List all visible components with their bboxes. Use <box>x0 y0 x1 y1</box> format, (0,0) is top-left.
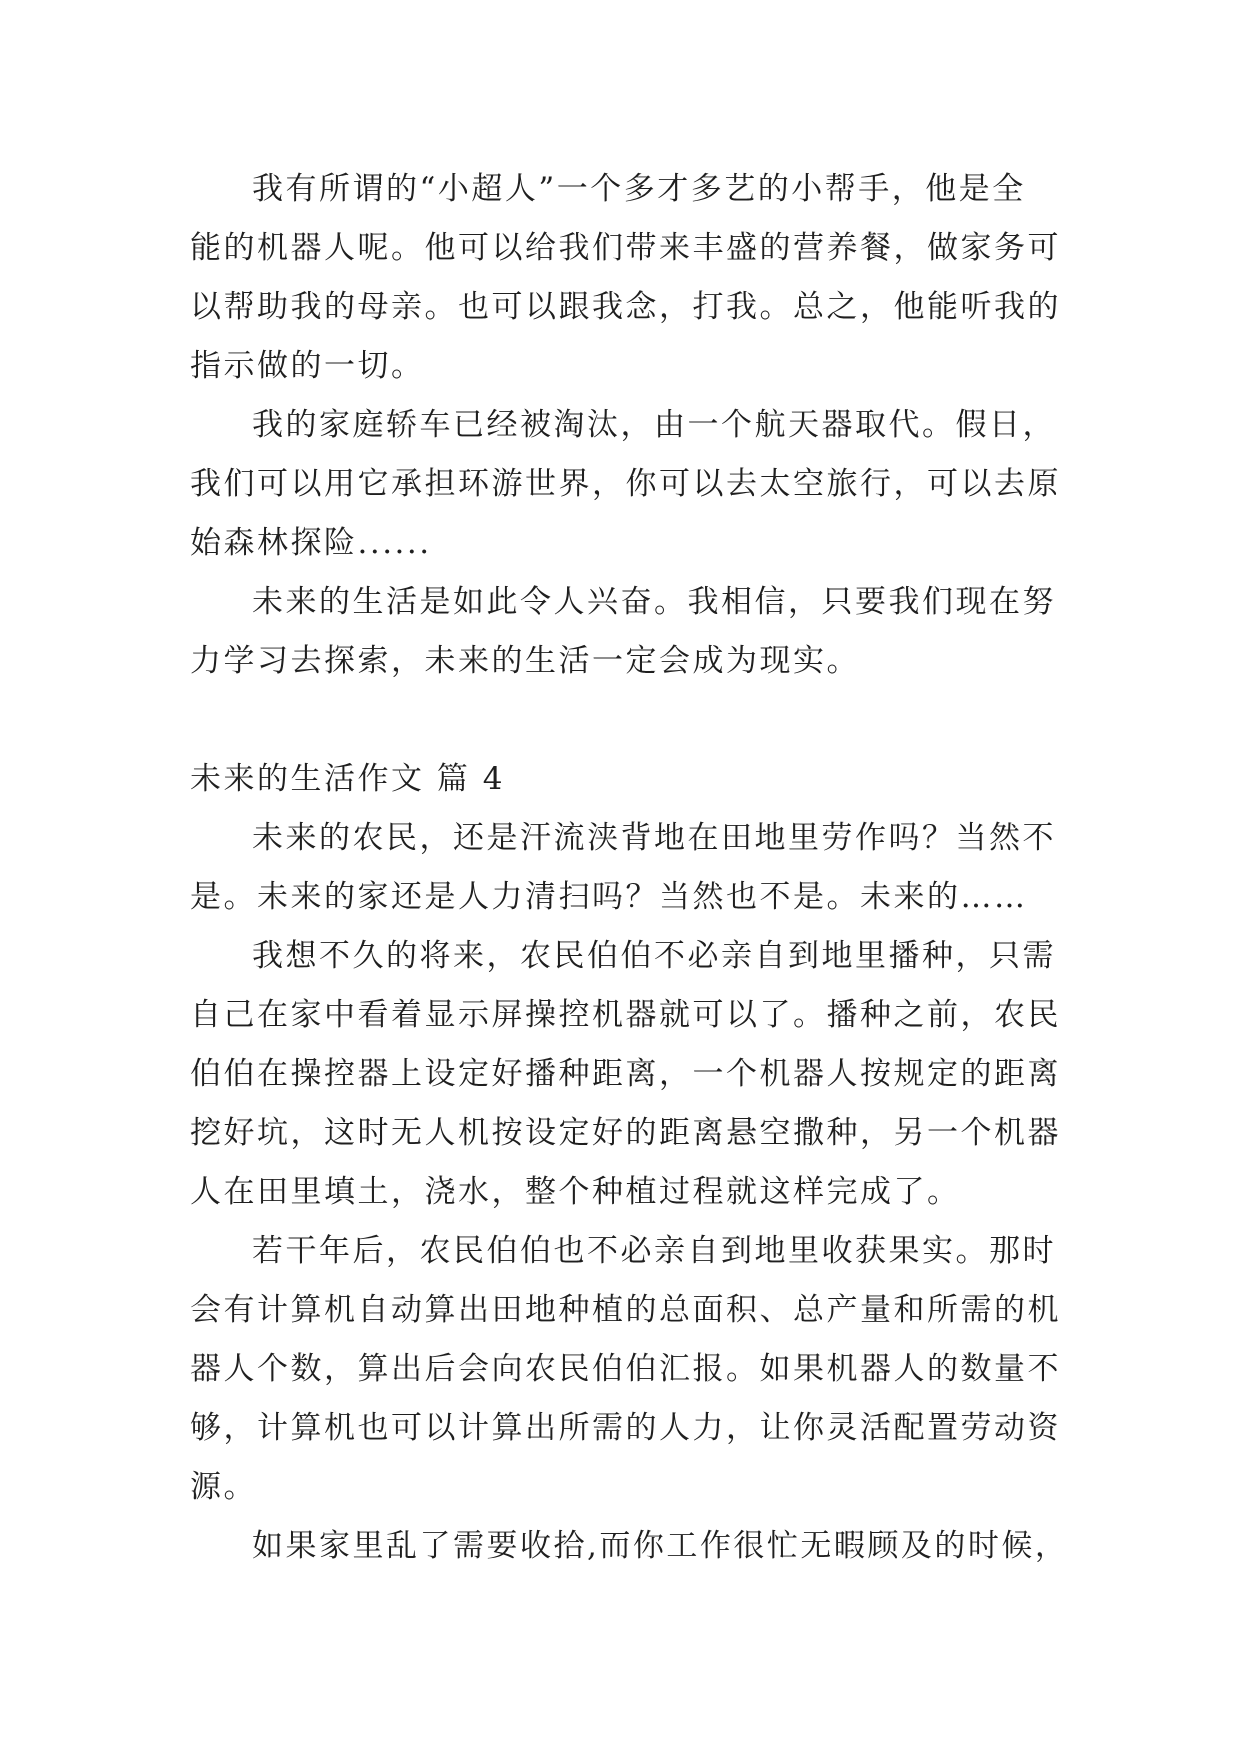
text-line: 指示做的一切。 <box>190 348 425 384</box>
text-line: 人在田里填土，浇水，整个种植过程就这样完成了。 <box>190 1174 961 1210</box>
paragraph-harvest <box>190 1222 1060 1517</box>
text-line: 始森林探险...... <box>190 525 432 561</box>
text-line: 未来的生活是如此令人兴奋。我相信，只要我们现在努 <box>252 584 1056 620</box>
paragraph-housework <box>190 1517 1069 1576</box>
paragraph-sowing <box>190 927 1060 1222</box>
text-line: 会有计算机自动算出田地种植的总面积、总产量和所需的机 <box>190 1292 1061 1328</box>
text-line: 我有所谓的“小超人”一个多才多艺的小帮手，他是全 <box>252 171 1026 207</box>
paragraph-future-exciting <box>190 573 1060 691</box>
section-heading: 未来的生活作文 篇 4 <box>190 761 505 797</box>
text-line: 伯伯在操控器上设定好播种距离，一个机器人按规定的距离 <box>190 1056 1061 1092</box>
text-line: 器人个数，算出后会向农民伯伯汇报。如果机器人的数量不 <box>190 1351 1061 1387</box>
paragraph-robot-helper <box>190 160 1060 396</box>
text-line: 我的家庭轿车已经被淘汰，由一个航天器取代。假日， <box>252 407 1056 443</box>
text-line: 未来的农民，还是汗流浃背地在田地里劳作吗？当然不 <box>252 820 1056 856</box>
text-line: 若干年后，农民伯伯也不必亲自到地里收获果实。那时 <box>252 1233 1056 1269</box>
paragraph-future-farmer <box>190 809 1060 927</box>
text-line: 以帮助我的母亲。也可以跟我念，打我。总之，他能听我的 <box>190 289 1061 325</box>
text-line: 自己在家中看着显示屏操控机器就可以了。播种之前，农民 <box>190 997 1061 1033</box>
text-line: 源。 <box>190 1469 257 1505</box>
section-gap <box>190 691 1060 750</box>
text-line: 我想不久的将来，农民伯伯不必亲自到地里播种，只需 <box>252 938 1056 974</box>
text-line: 能的机器人呢。他可以给我们带来丰盛的营养餐，做家务可 <box>190 230 1061 266</box>
text-line: 我们可以用它承担环游世界，你可以去太空旅行，可以去原 <box>190 466 1061 502</box>
text-line: 是。未来的家还是人力清扫吗？当然也不是。未来的…… <box>190 879 1028 915</box>
text-line: 挖好坑，这时无人机按设定好的距离悬空撒种，另一个机器 <box>190 1115 1061 1151</box>
paragraph-spacecraft <box>190 396 1060 573</box>
text-line: 力学习去探索，未来的生活一定会成为现实。 <box>190 643 860 679</box>
text-line: 如果家里乱了需要收拾,而你工作很忙无暇顾及的时候， <box>252 1528 1069 1564</box>
text-line: 够，计算机也可以计算出所需的人力，让你灵活配置劳动资 <box>190 1410 1061 1446</box>
essay-text <box>190 160 1069 1576</box>
